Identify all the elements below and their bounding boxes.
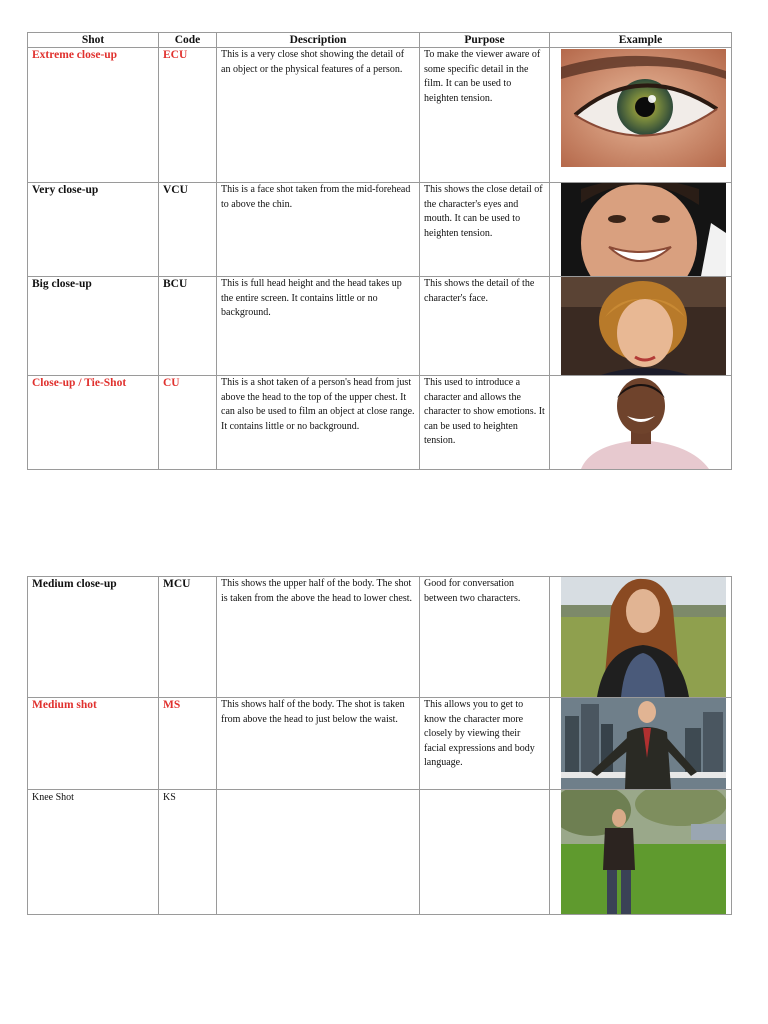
table-row xyxy=(28,790,732,915)
shot-purpose: This shows the close detail of the character's eyes and mouth. It can be used to heighten tension. xyxy=(420,183,550,277)
shot-types-table xyxy=(27,32,732,470)
shot-purpose xyxy=(420,790,550,915)
shot-name: Medium close-up xyxy=(28,577,159,698)
man-head-shoulders-photo xyxy=(561,376,726,469)
woman-head-photo xyxy=(561,277,726,375)
header-code: Code xyxy=(159,33,217,48)
shot-name: Extreme close-up xyxy=(28,48,159,183)
shot-description: This is a shot taken of a person's head from just above the head to the top of the upper chest. It can also be used to film an object at close range. It contains little or no background. xyxy=(217,376,420,470)
woman-upper-body-photo xyxy=(561,577,726,697)
table-row xyxy=(28,698,732,790)
header-description: Description xyxy=(217,33,420,48)
shot-code: MCU xyxy=(159,577,217,698)
shot-name: Big close-up xyxy=(28,277,159,376)
man-in-suit-photo xyxy=(561,698,726,789)
shot-code: KS xyxy=(159,790,217,915)
shot-code: VCU xyxy=(159,183,217,277)
shot-name: Close-up / Tie-Shot xyxy=(28,376,159,470)
shot-purpose: Good for conversation between two characters. xyxy=(420,577,550,698)
shot-name: Medium shot xyxy=(28,698,159,790)
shot-code: CU xyxy=(159,376,217,470)
table-row xyxy=(28,376,732,470)
shot-purpose: This allows you to get to know the character more closely by viewing their facial expressions and body language. xyxy=(420,698,550,790)
shot-code: MS xyxy=(159,698,217,790)
shot-description: This is a very close shot showing the detail of an object or the physical features of a person. xyxy=(217,48,420,183)
shot-description: This is a face shot taken from the mid-forehead to above the chin. xyxy=(217,183,420,277)
shot-code: ECU xyxy=(159,48,217,183)
shot-name: Very close-up xyxy=(28,183,159,277)
table-row xyxy=(28,48,732,183)
shot-purpose: This used to introduce a character and allows the character to show emotions. It can be used to heighten tension. xyxy=(420,376,550,470)
header-example: Example xyxy=(550,33,732,48)
shot-description: This is full head height and the head takes up the entire screen. It contains little or no background. xyxy=(217,277,420,376)
table-row xyxy=(28,577,732,698)
table-row xyxy=(28,277,732,376)
table-row xyxy=(28,183,732,277)
shot-description: This shows the upper half of the body. The shot is taken from the above the head to lower chest. xyxy=(217,577,420,698)
header-purpose: Purpose xyxy=(420,33,550,48)
shot-purpose: To make the viewer aware of some specific detail in the film. It can be used to heighten tension. xyxy=(420,48,550,183)
shot-purpose: This shows the detail of the character's face. xyxy=(420,277,550,376)
header-shot: Shot xyxy=(28,33,159,48)
shot-description xyxy=(217,790,420,915)
smiling-man-face-photo xyxy=(561,183,726,276)
shot-code: BCU xyxy=(159,277,217,376)
shot-types-table-continued xyxy=(27,576,732,915)
shot-name: Knee Shot xyxy=(28,790,159,915)
man-knee-shot-photo xyxy=(561,790,726,914)
shot-description: This shows half of the body. The shot is taken from above the head to just below the waist. xyxy=(217,698,420,790)
table-header-row xyxy=(28,33,732,48)
eye-closeup-photo xyxy=(561,49,726,167)
